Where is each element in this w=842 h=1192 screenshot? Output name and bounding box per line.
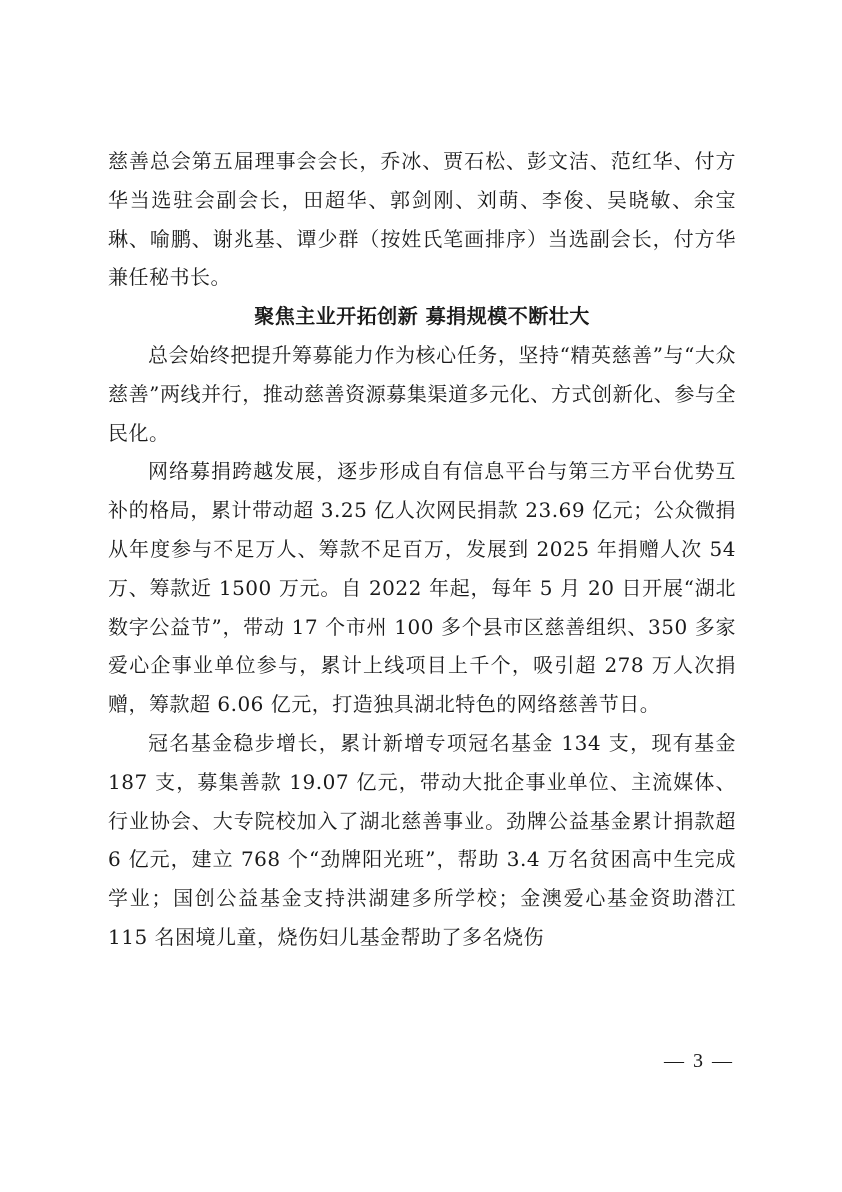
- page-number: — 3 —: [664, 1050, 734, 1072]
- document-body: [108, 142, 736, 957]
- paragraph-named-funds: 冠名基金稳步增长，累计新增专项冠名基金 134 支，现有基金 187 支，募集善款 19.07 亿元，带动大批企事业单位、主流媒体、行业协会、大专院校加入了湖北慈善事业。劲牌公益基金累计捐款超 6 亿元，建立 768 个“劲牌阳光班”，帮助 3.4 万名贫困高中生完成学业；国创公益基金支持洪湖建多所学校；金澳爱心基金资助潜江 115 名困境儿童，烧伤妇儿基金帮助了多名烧伤: [108, 730, 736, 949]
- paragraph-core-task: 总会始终把提升筹募能力作为核心任务，坚持“精英慈善”与“大众慈善”两线并行，推动慈善资源募集渠道多元化、方式创新化、参与全民化。: [108, 342, 736, 445]
- section-heading: 聚焦主业开拓创新 募捐规模不断壮大: [254, 304, 590, 329]
- paragraph-intro: 慈善总会第五届理事会会长，乔冰、贾石松、彭文洁、范红华、付方华当选驻会副会长，田超华、郭剑刚、刘萌、李俊、吴晓敏、余宝琳、喻鹏、谢兆基、谭少群（按姓氏笔画排序）当选副会长，付方华兼任秘书长。: [108, 149, 736, 290]
- paragraph-online-fundraising: 网络募捐跨越发展，逐步形成自有信息平台与第三方平台优势互补的格局，累计带动超 3.25 亿人次网民捐款 23.69 亿元；公众微捐从年度参与不足万人、筹款不足百万，发展到 2025 年捐赠人次 54 万、筹款近 1500 万元。自 2022 年起，每年 5 月 20 日开展“湖北数字公益节”，带动 17 个市州 100 多个县市区慈善组织、350 多家爱心企事业单位参与，累计上线项目上千个，吸引超 278 万人次捐赠，筹款超 6.06 亿元，打造独具湖北特色的网络慈善节日。: [108, 459, 736, 717]
